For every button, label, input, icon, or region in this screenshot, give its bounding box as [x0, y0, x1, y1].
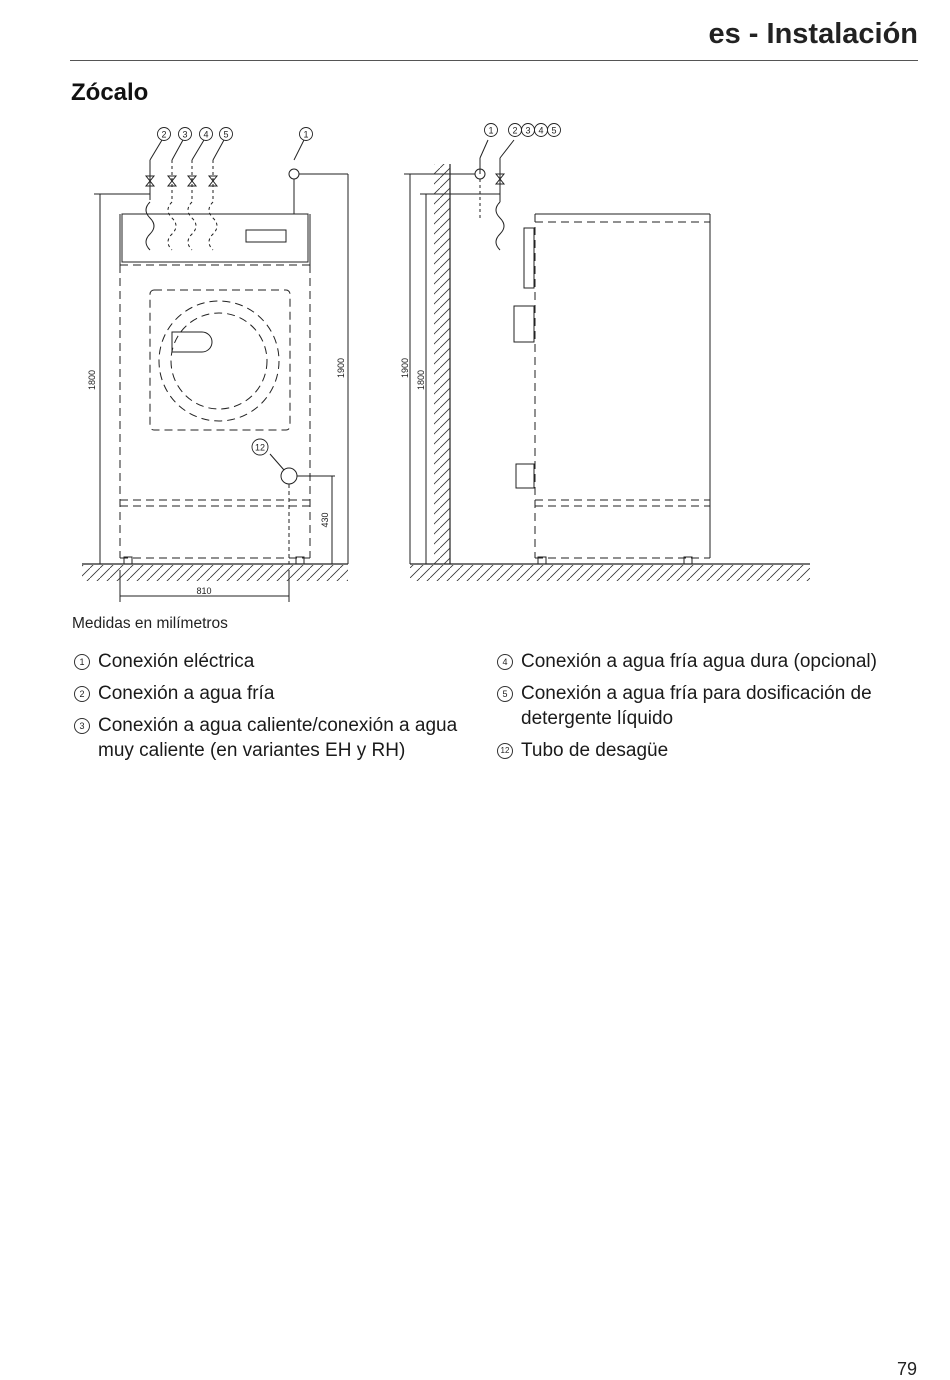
front-view [82, 140, 348, 602]
callout-5-front: 5 [223, 129, 229, 140]
header-divider [70, 60, 918, 61]
legend-item [497, 681, 917, 731]
callout-4-front: 4 [203, 129, 209, 140]
circled-number-icon: 4 [497, 654, 513, 670]
legend-left-column [74, 649, 484, 770]
legend-item [497, 738, 917, 763]
callout-1-front: 1 [303, 129, 309, 140]
legend-text: Conexión eléctrica [98, 651, 255, 672]
installation-drawing [70, 118, 830, 608]
legend-text: Conexión a agua fría para dosificación de detergente líquido [521, 683, 872, 729]
legend-item [74, 649, 484, 674]
callout-2-front: 2 [161, 129, 167, 140]
side-callouts [485, 124, 561, 137]
callout-1-side: 1 [488, 125, 494, 136]
dim-1800-side: 1800 [416, 369, 426, 391]
circled-number-icon: 2 [74, 686, 90, 702]
callout-12-drain: 12 [254, 442, 266, 453]
callout-2-side: 2 [512, 125, 518, 136]
legend-text: Tubo de desagüe [521, 740, 669, 761]
page-header-title: es - Instalación [708, 18, 918, 50]
circled-number-icon: 3 [74, 718, 90, 734]
legend-item [74, 713, 484, 763]
technical-drawing-svg [70, 118, 830, 608]
circled-number-icon: 12 [497, 743, 513, 759]
callout-3-front: 3 [182, 129, 188, 140]
callout-5-side: 5 [551, 125, 557, 136]
dim-1800-front: 1800 [87, 369, 97, 391]
page-number: 79 [896, 1359, 917, 1379]
section-title: Zócalo [71, 79, 149, 106]
figure-caption: Medidas en milímetros [72, 615, 228, 632]
legend-item [497, 649, 917, 674]
legend-right-column [497, 649, 917, 770]
dim-1900-front: 1900 [336, 357, 346, 379]
legend-text: Conexión a agua fría agua dura (opcional) [521, 651, 877, 672]
dim-430-plinth: 430 [320, 512, 330, 528]
legend-text: Conexión a agua caliente/conexión a agua muy caliente (en variantes EH y RH) [98, 715, 458, 761]
circled-number-icon: 5 [497, 686, 513, 702]
legend-item [74, 681, 484, 706]
side-view [404, 140, 810, 581]
callout-4-side: 4 [538, 125, 544, 136]
legend-text: Conexión a agua fría [98, 683, 275, 704]
circled-number-icon: 1 [74, 654, 90, 670]
dim-1900-side: 1900 [400, 357, 410, 379]
callout-3-side: 3 [525, 125, 531, 136]
dim-810-width: 810 [196, 586, 212, 596]
